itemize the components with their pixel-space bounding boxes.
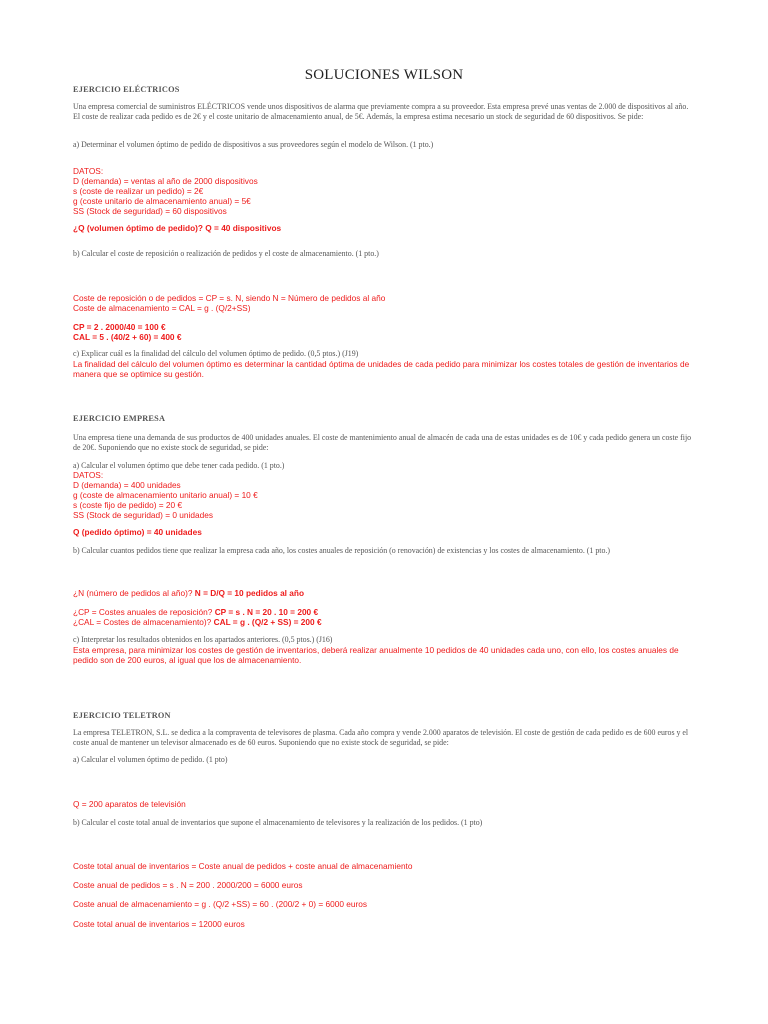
electricos-q-result: ¿Q (volumen óptimo de pedido)? Q = 40 dispositivos bbox=[73, 223, 282, 233]
electricos-intro: Una empresa comercial de suministros ELÉCTRICOS vende unos dispositivos de alarma que previamente compra a su proveedor. Esta empresa prevé unas ventas de 2.000 de dispositivos al año. El coste de realizar cada pedido es de 2€ y el coste unitario de almacenamiento anual, de 5€. Además, la empresa estima necesario un stock de seguridad de 60 dispositivos. Se pide: bbox=[73, 102, 689, 121]
datos-line: D (demanda) = 400 unidades bbox=[73, 480, 181, 490]
formula-line: Coste de almacenamiento = CAL = g . (Q/2+SS) bbox=[73, 303, 251, 313]
electricos-question-a: a) Determinar el volumen óptimo de pedido de dispositivos a sus proveedores según el modelo de Wilson. (1 pto.) bbox=[73, 140, 434, 149]
datos-line: SS (Stock de seguridad) = 0 unidades bbox=[73, 510, 213, 520]
empresa-q-result: Q (pedido óptimo) = 40 unidades bbox=[73, 527, 202, 537]
electricos-question-b: b) Calcular el coste de reposición o realización de pedidos y el coste de almacenamiento. (1 pto.) bbox=[73, 249, 379, 258]
result-line: CP = 2 . 2000/40 = 100 € bbox=[73, 322, 166, 332]
teletron-line: Coste total anual de inventarios = 12000 euros bbox=[73, 919, 245, 929]
electricos-question-c: c) Explicar cuál es la finalidad del cálculo del volumen óptimo de pedido. (0,5 ptos.) (J19) bbox=[73, 349, 359, 358]
datos-line: DATOS: bbox=[73, 470, 104, 480]
datos-line: SS (Stock de seguridad) = 60 dispositivos bbox=[73, 206, 227, 216]
section-heading-electricos: EJERCICIO ELÉCTRICOS bbox=[73, 85, 180, 94]
datos-line: g (coste de almacenamiento unitario anual) = 10 € bbox=[73, 490, 258, 500]
result-line: CAL = 5 . (40/2 + 60) = 400 € bbox=[73, 332, 182, 342]
section-heading-teletron: EJERCICIO TELETRON bbox=[73, 711, 171, 720]
cal-answer: CAL = g . (Q/2 + SS) = 200 € bbox=[213, 617, 322, 627]
empresa-datos bbox=[73, 470, 695, 520]
electricos-results bbox=[73, 322, 695, 342]
datos-line: DATOS: bbox=[73, 166, 104, 176]
empresa-n-line bbox=[73, 588, 695, 598]
section-heading-empresa: EJERCICIO EMPRESA bbox=[73, 414, 166, 423]
datos-line: s (coste fijo de pedido) = 20 € bbox=[73, 500, 183, 510]
teletron-question-b: b) Calcular el coste total anual de inventarios que supone el almacenamiento de televisores y la realización de los pedidos. (1 pto) bbox=[73, 818, 483, 827]
empresa-cp-line bbox=[73, 607, 695, 617]
empresa-intro: Una empresa tiene una demanda de sus productos de 400 unidades anuales. El coste de mantenimiento anual de almacén de cada una de estas unidades es de 10€ y cada pedido genera un coste fijo de 20€. Suponiendo que no existe stock de seguridad, se pide: bbox=[73, 433, 692, 452]
empresa-question-b: b) Calcular cuantos pedidos tiene que realizar la empresa cada año, los costes anuales de reposición (o renovación) de existencias y los costes de almacenamiento. (1 pto.) bbox=[73, 546, 611, 555]
empresa-question-a: a) Calcular el volumen óptimo que debe tener cada pedido. (1 pto.) bbox=[73, 461, 285, 470]
teletron-q-result: Q = 200 aparatos de televisión bbox=[73, 799, 186, 809]
cp-answer: CP = s . N = 20 . 10 = 200 € bbox=[214, 607, 319, 617]
empresa-question-c: c) Interpretar los resultados obtenidos en los apartados anteriores. (0,5 ptos.) (J16) bbox=[73, 635, 333, 644]
electricos-answer-c: La finalidad del cálculo del volumen óptimo es determinar la cantidad óptima de unidades de cada pedido para minimizar los costes totales de gestión de inventarios de manera que se optimice su gestión. bbox=[73, 359, 690, 379]
cal-question: ¿CAL = Costes de almacenamiento)? bbox=[73, 617, 212, 627]
electricos-datos bbox=[73, 166, 695, 216]
electricos-formulas bbox=[73, 293, 695, 313]
teletron-question-a: a) Calcular el volumen óptimo de pedido. (1 pto) bbox=[73, 755, 228, 764]
page-title: SOLUCIONES WILSON bbox=[304, 67, 464, 83]
teletron-line: Coste anual de almacenamiento = g . (Q/2 +SS) = 60 . (200/2 + 0) = 6000 euros bbox=[73, 899, 368, 909]
n-question: ¿N (número de pedidos al año)? bbox=[73, 588, 193, 598]
empresa-cal-line bbox=[73, 617, 695, 627]
formula-line: Coste de reposición o de pedidos = CP = s. N, siendo N = Número de pedidos al año bbox=[73, 293, 386, 303]
teletron-line: Coste total anual de inventarios = Coste anual de pedidos + coste anual de almacenamiento bbox=[73, 861, 413, 871]
datos-line: s (coste de realizar un pedido) = 2€ bbox=[73, 186, 204, 196]
datos-line: D (demanda) = ventas al año de 2000 dispositivos bbox=[73, 176, 258, 186]
datos-line: g (coste unitario de almacenamiento anual) = 5€ bbox=[73, 196, 251, 206]
cp-question: ¿CP = Costes anuales de reposición? bbox=[73, 607, 213, 617]
teletron-line: Coste anual de pedidos = s . N = 200 . 2000/200 = 6000 euros bbox=[73, 880, 303, 890]
n-answer: N = D/Q = 10 pedidos al año bbox=[194, 588, 305, 598]
teletron-intro: La empresa TELETRON, S.L. se dedica a la compraventa de televisores de plasma. Cada año compra y vende 2.000 aparatos de televisión. El coste de gestión de cada pedido es de 600 euros y el coste anual de mantener un televisor almacenado es de 60 euros. Suponiendo que no existe stock de seguridad, se pide: bbox=[73, 728, 689, 747]
empresa-answer-c: Esta empresa, para minimizar los costes de gestión de inventarios, deberá realizar anualmente 10 pedidos de 40 unidades cada uno, con ello, los costes anuales de pedido son de 200 euros, al igual que los de almacenamiento. bbox=[73, 645, 679, 665]
